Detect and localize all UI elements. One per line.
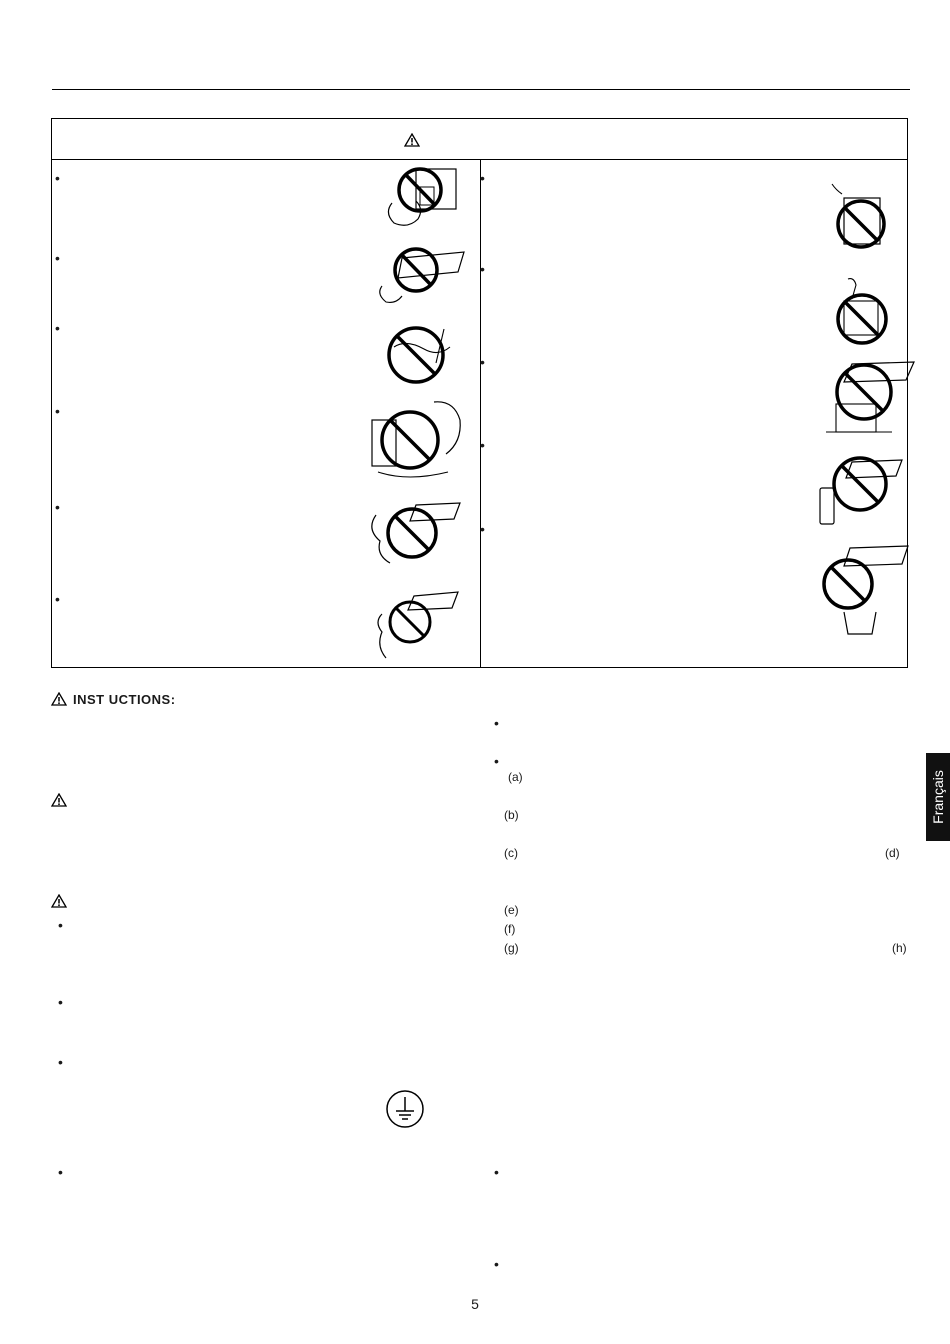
header-rule — [52, 89, 910, 90]
instructions-title: INST UCTIONS: — [73, 692, 176, 707]
column-divider — [480, 159, 481, 667]
sub-label-h: (h) — [892, 941, 907, 955]
warning-box — [51, 118, 908, 668]
no-insert-fingers-icon — [380, 163, 462, 229]
sub-label-f: (f) — [504, 922, 516, 936]
bullet: • — [55, 591, 60, 607]
bullet: • — [480, 437, 485, 453]
bullet: • — [58, 994, 63, 1010]
sub-label-d: (d) — [885, 846, 900, 860]
sub-label-g: (g) — [504, 941, 519, 955]
no-place-objects-icon — [830, 277, 892, 347]
no-plants-animals-icon — [820, 542, 912, 640]
no-wet-hands-switch-icon — [364, 398, 464, 484]
no-cold-air-on-body-icon — [366, 497, 462, 565]
no-child-play-icon — [370, 588, 462, 660]
warning-box-header — [52, 119, 907, 160]
bullet: • — [494, 1164, 499, 1180]
bullet: • — [58, 1054, 63, 1070]
earth-ground-icon — [385, 1089, 425, 1129]
bullet: • — [494, 715, 499, 731]
sub-label-e: (e) — [504, 903, 519, 917]
bullet: • — [55, 320, 60, 336]
no-water-splash-icon — [826, 180, 892, 260]
sub-label-b: (b) — [504, 808, 519, 822]
bullet: • — [480, 354, 485, 370]
warning-triangle-icon — [51, 894, 67, 908]
sub-label-a: (a) — [508, 770, 523, 784]
bullet: • — [55, 250, 60, 266]
warning-triangle-icon — [51, 793, 67, 807]
no-touch-louver-icon — [382, 323, 458, 387]
language-label: Français — [930, 770, 946, 824]
page-number: 5 — [471, 1296, 479, 1312]
no-heater-under-unit-icon — [822, 360, 918, 440]
warning-triangle-icon — [51, 692, 67, 706]
bullet: • — [494, 1256, 499, 1272]
bullet: • — [55, 170, 60, 186]
no-climb-on-unit-icon — [372, 242, 468, 304]
bullet: • — [480, 521, 485, 537]
bullet: • — [480, 170, 485, 186]
warning-triangle-icon — [404, 133, 420, 147]
bullet: • — [494, 753, 499, 769]
bullet: • — [480, 261, 485, 277]
bullet: • — [58, 1164, 63, 1180]
language-tab[interactable] — [926, 753, 950, 841]
no-spray-can-icon — [818, 454, 906, 528]
sub-label-c: (c) — [504, 846, 518, 860]
bullet: • — [55, 499, 60, 515]
bullet: • — [55, 403, 60, 419]
bullet: • — [58, 917, 63, 933]
